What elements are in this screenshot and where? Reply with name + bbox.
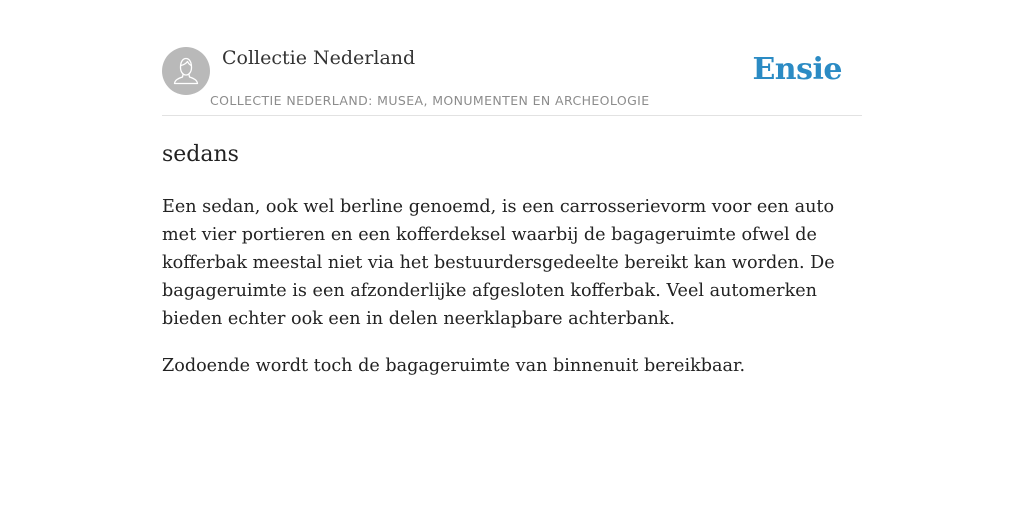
author-description: COLLECTIE NEDERLAND: MUSEA, MONUMENTEN EN ARCHEOLOGIE (210, 93, 650, 108)
article-title: sedans (162, 142, 239, 167)
page (162, 0, 862, 380)
user-silhouette-icon (162, 47, 210, 95)
ensie-logo[interactable]: Ensie (752, 52, 842, 87)
author-header (162, 0, 862, 116)
avatar[interactable] (162, 47, 210, 95)
article-paragraph: Een sedan, ook wel berline genoemd, is een carrosserievorm voor een auto met vier portieren en een kofferdeksel waarbij de bagageruimte ofwel de kofferbak meestal niet via het bestuurdersgedeelte bereikt kan worden. De bagageruimte is een afzonderlijke afgesloten kofferbak. Veel automerken bieden echter ook een in delen neerklapbare achterbank. (162, 197, 835, 329)
author-name[interactable]: Collectie Nederland (222, 47, 416, 69)
article-paragraph: Zodoende wordt toch de bagageruimte van binnenuit bereikbaar. (162, 356, 746, 376)
